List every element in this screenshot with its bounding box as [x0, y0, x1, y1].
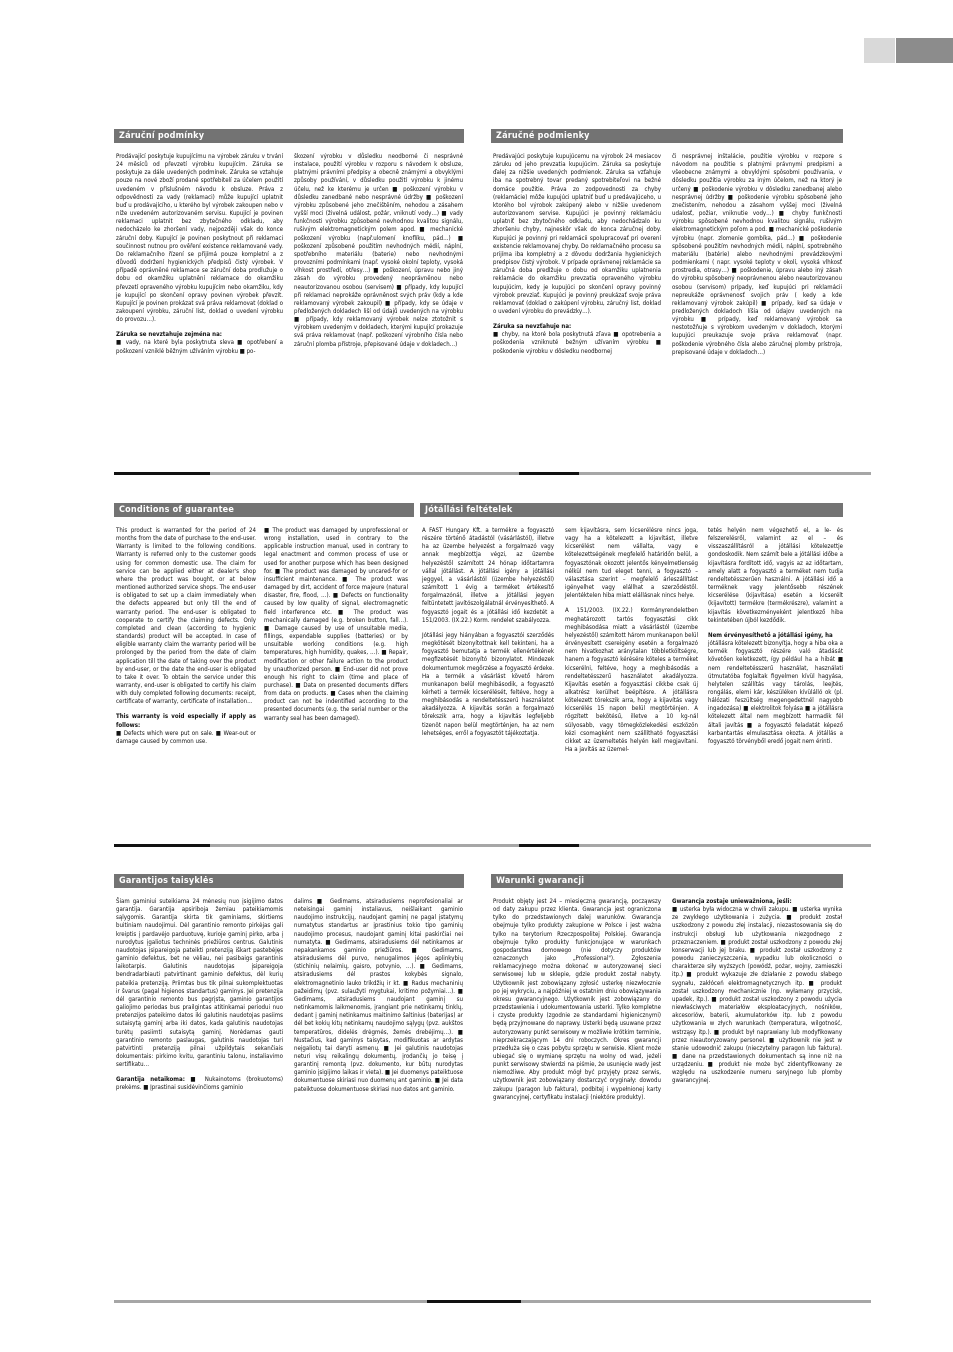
hu-column-3 [708, 527, 843, 753]
pl-col2-text: ■ usterka była widoczna w chwili zakupu. ■ usterka wynika ze zwykłego użytkowania i zużycia. ■ produkt został uszkodzony z powodu złej instalacji, niezastosowania się do instrukcji obsługi lub użytkowania niezgodnego z przeznaczeniem. ■ produkt został uszkodzony z powodu złej konserwacji lub jej braku. ■ produkt został uszkodzony z powodu zanieczyszczenia, wypadku lub okoliczności o charakterze siły wyższych (powódź, pożar, wojny, zamieszki itp.) ■ produkt wykazuje złe działanie z powodu słabego sygnału, zakłóceń elektromagnetycznych itp. ■ produkt został uszkodzony mechanicznie (np. wyłamany przycisk, upadek, itp.). ■ produkt został uszkodzony z powodu użycia niewłaściwych materiałów eksploatacyjnych, nośników, akcesoriów, baterii, akumulatorków itp. lub z powodu użytkowania w złych warunkach (temperatura, wilgotność, wstrząsy itp.). ■ produkt był naprawiany lub modyfikowany przez nieautoryzowany personel. ■ użytkownik nie jest w stanie udowodnić zakupu (nieczytelny paragon lub faktura). ■ dane na przedstawionych dokumentach są inne niż na urządzeniu. ■ produkt nie może być zidentyfikowany ze względu na uszkodzenie numeru seryjnego lub plomby gwarancyjnej. [672, 906, 842, 1085]
pl-column-1 [493, 898, 661, 1109]
sk-col2-text: či nesprávnej inštalácie, použitie výrobku v rozpore s návodom na použitie s platnými právnymi predpismi a všeobecne známymi a obvyklými spôsobmi používania, v dôsledku použitia výrobku za iným účelom, než na ktorý je určený ■ poškodenie výrobku v dôsledku zanedbanej alebo nesprávnej údržby ■ poškodenie výrobku spôsobené jeho znečistením, nehodou a zásahom vyššej moci (živelná udalosť, požiar, vniknutie vody…) ■ chyby funkčnosti výrobku spôsobené nevhodnou kvalitou signálu, rušivým elektromagnetickým poľom a pod. ■ mechanické poškodenie výrobku (napr. zlomenie gombíka, pád…) ■ poškodenie spôsobené použitím nevhodných médií, náplní, spotrebného materiálu (batérie) alebo nevhodnými prevádzkovými podmienkami ( napr. vysoké teploty v okolí, vysoká vlhkosť prostredia, otrasy…) ■ poškodenie, úpravu alebo iný zásah do výrobku spôsobený neoprávnenou alebo neautorizovanou osobou (servisom) prípady, keď kupujúci pri reklamácii nepreukáže oprávnenosť svojich práv ( kedy a kde reklamovaný výrobok zakúpil) ■ prípady, keď sa údaje v predložených dokladoch líšia od údajov uvedených na výrobku ■ prípady, keď reklamovaný výrobok sa nestotožňuje s výrobkom uvedeným v dokladoch, ktorými kupujúci preukazuje svoje práva reklamovať (napr. poškodenie výrobného čísla alebo záručnej plomby prístroja, prepisované údaje v dokladoch…) [672, 153, 842, 356]
page-tab-light [864, 38, 895, 63]
lt-col2-text: dalims ■ Gedimams, atsiradusiems neprofesionaliai ar neteisingai gaminį instaliavus, neišlaikant gaminio naudojimo instrukcijų, naudojant gaminį ne pagal įstatymų numatytus standartus ar įprastinius tokio tipo gaminių naudojimo procesus, naudojant gaminį kitai paskirčiai nei numatyta. ■ Gedimams, atsiradusiems dėl netinkamos ar nepakankamos gaminio priežiūros. ■ Gedimams, atsiradusiems dėl purvo, nenugalimos jėgos aplinkybių (stichinių nelaimių, gaisro, potvynio, …). ■ Gedimams, atsiradusiems dėl prastos kokybės signalo, elektromagnetinio lauko trikdžių ir kt. ■ Radus mechaninių pažeidimų (pvz. sulaužyti mygtukai, kritimo požymiai…). ■ Gedimams, atsiradusiems naudojant gaminį su netinkamomis laikmenomis, įrangiant prie netinkamų tinklų, dedant į gaminį netinkamus maitinimo šaltinius (baterijas) ar dėl bet kokių kitų netinkamų naudojimo sąlygų (pvz. aukštos temperatūros, didelės drėgmės, žemės drebėjimų…). ■ Nustačius, kad gaminys taisytas, modifikuotas ar ardytas neįgaliotų tai daryti asmenų. ■ Jei galutinis naudotojas neturi visų reikalingų dokumentų, įrodančių jo teisę į garantinį remontą (pvz. dokumento, kur būtų nurodytas gaminio įsigijimo laikas ir vieta). ■ Jei duomenys pateiktuose dokumentuose skiriasi nuo duomenų ant gaminio. ■ Jei data pateiktuose dokumentuose skiriasi nuo datos ant gaminio. [294, 898, 463, 1093]
section-header-cz: Záruční podmínky [114, 129, 464, 143]
lt-exclusions-heading: Garantija netaikoma: [116, 1076, 185, 1084]
hu-column-1 [422, 527, 554, 745]
en-column-1 [116, 527, 256, 753]
hu-col1-text: A FAST Hungary Kft. a termékre a fogyasztó részére történő átadástól (vásárlástól), illetve ha az üzembe helyezést a forgalmazó vagy annak megbízottja végzi, az üzembe helyezéstől számított 24 hónap időtartamra vállal jótállást. A jótállási igény a jótállási jeggyel, a vásárlástól (üzembe helyezéstől) számított 1 évig a terméket értékesítő forgalmazónál, illetve a jótállási jegyen feltüntetett javítószolgálatnál érvényesíthető. A fogyasztó jogait és a jótállási idő kezdetét a 151/2003. (IX.22.) Korm. rendelet szabályozza. [422, 527, 554, 624]
pl-column-2 [672, 898, 842, 1093]
hu-col3-text-2: jótállásra kötelezett bizonyítja, hogy a hiba oka a termék fogyasztó részére való átadását követően keletkezett, így például ha a hibát ■ nem rendeltetésszerű használat, használati útmutatóba foglaltak figyelmen kívül hagyása, helytelen szállítás vagy tárolás, leejtés, rongálás, elemi kár, készüléken kívülálló ok (pl. hálózati feszültség megengedettnél nagyobb ingadozása) ■ elektrolitok folyása ■ a jótállásra kötelezett által nem megbízott harmadik fél általi javítás ■ a fogyasztó feladatát képező karbantartás elmulasztása okozta. A jótállás a fogyasztó törvényből eredő jogait nem érinti. [708, 640, 843, 745]
section-header-hu: Jótállási feltételek [420, 503, 843, 517]
section-divider-3 [114, 1300, 871, 1303]
section-divider-1 [114, 472, 871, 475]
lt-col1-text: Šiam gaminiui suteikiama 24 mėnesių nuo įsigijimo datos garantija. Garantija apsiriboja žemiau pateikiamomis sąlygomis. Garantija skirta tik gaminiams, skirtiems buitiniam naudojimui. Dėl garantinio remonto pirkėjas gali kreiptis į pardavėjo parduotuvę, kurioje gaminį pirko, arba į nurodytus įgaliotus techninės priežiūros centrus. Galutinis naudotojas įsipareigoja pateikti pretenziją iškart pastebėjęs gaminio defektus, bet ne vėliau, nei pasibaigs garantinis laikotarpis. Galutinis naudotojas įsipareigoja bendradarbiauti patvirtinant gaminio defektus, dėl kurių pateikia pretenziją. Priimtas bus tik pilnai sukomplektuotas ir švarus (pagal higienos standartus) gaminys. Jei pretenzija dėl garantinio remonto bus pagrįsta, gaminio garantijos galiojimo periodas bus prailgintas atitinkamai periodui nuo pretenzijos pateikimo datos iki galutinis naudotojas pasiims sutaisytą gaminį arba iki datos, kada galutinis naudotojas turėtų pasiimti sutaisytą gaminį. Norėdamas gauti garantinio remonto paslaugas, galutinis naudotojas turi patvirtinti pretenziją pilnai užpildytais sekančiais dokumentais: pirkimo kvitu, garantiniu talonu, instaliavimo sertifikatu… [116, 898, 283, 1069]
cz-col2-text: škození výrobku v důsledku neodborné či nesprávné instalace, použití výrobku v rozporu s návodem k obsluze, platnými právními předpisy a obecně známými a obvyklými způsoby používání, v důsledku použití výrobku k jinému účelu, než ke kterému je určen ■ poškození výrobku v důsledku zanedbané nebo nesprávné údržby ■ poškození výrobku způsobené jeho znečištěním, nehodou a zásahem vyšší moci (živelná událost, požár, vniknutí vody…) ■ vady funkčnosti výrobku způsobené nevhodnou kvalitou signálu, rušivým elektromagnetickým polem apod. ■ mechanické poškození výrobku (např.ulomení knoflíku, pád…) ■ poškození způsobené použitím nevhodných médií, náplní, spotřebního materiálu (baterie) nebo nevhodnými provozními podmínkami (např. vysoké okolní teploty, vysoká vlhkost prostředí, otřesy…) ■ poškození, úpravu nebo jiný zásah do výrobku provedený neoprávněnou nebo neautorizovanou osobou (servisem) ■ případy, kdy kupující při reklamaci neprokáže oprávněnost svých práv (kdy a kde reklamovaný výrobek zakoupil) ■ případy, kdy se údaje v předložených dokladech liší od údajů uvedených na výrobku ■ případy, kdy reklamovaný výrobek nelze ztotožnit s výrobkem uvedeným v dokladech, kterými kupující prokazuje svá práva reklamovat (např. poškození výrobního čísla nebo záruční plomba přístroje, přepisované údaje v dokladech…) [294, 153, 463, 348]
pl-col1-text: Produkt objęty jest 24 – miesięczną gwarancją, począwszy od daty zakupu przez klienta. Gwarancja jest ograniczona tylko do przedstawionych dalej warunków. Gwarancja obejmuje tylko produkty zakupione w Polsce i jest ważna tylko na terytorium Rzeczpospolitej Polskiej. Gwarancja obejmuje tylko produkty funkcjonujące w warunkach gospodarstwa domowego (nie dotyczy produktów oznaczonych jako „Professional"). Zgłoszenia reklamacyjnego można dokonać w autoryzowanej sieci serwisowej lub w sklepie, gdzie produkt został nabyty. Użytkownik jest zobowiązany zgłosić usterkę niezwłocznie po jej wykryciu, a najpóźniej w ostatnim dniu obowiązywania okresu gwarancyjnego. Użytkownik jest zobowiązany do przedstawienia i udokumentowania usterki. Tylko kompletne i czyste produkty (zgodnie ze standardami higienicznymi) będą przyjmowane do naprawy. Usterki będą usuwane przez autoryzowany punkt serwisowy w możliwie krótkim terminie, nieprzekraczającym 14 dni roboczych. Okres gwarancji przedłuża się o czas pobytu sprzętu w serwisie. Klient może ubiegać się o wymianę sprzętu na wolny od wad, jeżeli punkt serwisowy stwierdzi na piśmie, że usunięcie wady jest niemożliwe. Aby produkt mógł być przyjęty przez serwis, użytkownik jest zobowiązany dostarczyć oryginały: dowodu zakupu (paragon lub faktura), podbitej i wypełnionej karty gwarancyjnej, certyfikatu instalacji (niektóre produkty). [493, 898, 661, 1101]
pl-exclusions-heading: Gwarancja zostaje unieważniona, jeśli: [672, 898, 792, 905]
section-header-lt: Garantijos taisyklės [114, 874, 464, 888]
sk-exclusions-heading: Záruka sa nevzťahuje na: [493, 323, 572, 331]
hu-col2-text-2: A 151/2003. (IX.22.) Kormányrendeletben meghatározott tartós fogyasztási cikk meghibásodása miatt a vásárlástól (üzembe helyezéstől) számított három munkanapon belül érvényesített csereigény esetén a forgalmazó nem hivatkozhat aránytalan többletköltségre, hanem a fogyasztó kérésére köteles a terméket kicserélni, feltéve, hogy a meghibásodás a rendeltetésszerű használatot akadályozza. Kijavítás esetén a fogyasztási cikkbe csak új alkatrész kerülhet beépítésre. A jótállásra kötelezett törekszik arra, hogy a kijavítás vagy kicserélés 15 napon belül megtörténjen. A rögzített bekötésű, illetve a 10 kg-nál súlyosabb, vagy tömegközlekedési eszközön kézi csomagként nem szállítható fogyasztási cikket az üzemeltetés helyén kell megjavítani. Ha a javítás az üzemel- [565, 607, 698, 754]
page-tab-dark [896, 38, 953, 63]
cz-col1-text-2: ■ vady, na které byla poskytnuta sleva ■ opotřebení a poškození vzniklé běžným užíváním výrobku ■ po- [116, 339, 283, 355]
en-column-2 [264, 527, 408, 730]
sk-column-1 [493, 153, 661, 363]
en-col1-text: This product is warranted for the period of 24 months from the date of purchase to the end-user. Warranty is limited to the following conditions. Warranty is referred only to the customer goods using for common domestic use. The claim for service can be applied either at dealer's shop where the product was bought, or at below mentioned authorized service shops. The end-user is obligated to set up a claim immediately when the defects appeared but only till the end of warranty period. The end-user is obligated to cooperate to certify the claiming defects. Only completed and clean (according to hygienic standards) product will be accepted. In case of eligible warranty claim the warranty period will be prolonged by the period from the date of claim application till the date of taking over the product by end-user, or the date the end-user is obligated to take it over. To obtain the service under this warranty, end-user is obligated to certify his claim with duly completed following documents: receipt, certificate of warranty, certificate of installation… [116, 527, 256, 706]
en-col2-text: ■ The product was damaged by unprofessional or wrong installation, used in contrary to the applicable instruction manual, used in contrary to legal enactment and common process of use or used for another purpose which has been designed for. ■ The product was damaged by uncared-for or insufficient maintenance. ■ The product was damaged by dirt, accident of force majeure (natural disaster, fire, flood, …). ■ Defects on functionality caused by low quality of signal, electromagnetic field interference etc. ■ The product was mechanically damaged (e.g. broken button, fall…). ■ Damage caused by use of unsuitable media, fillings, expendable supplies (batteries) or by unsuitable working conditions (e.g. high temperatures, high humidity, quakes, …). ■ Repair, modification or other failure action to the product by unauthorized person. ■ End-user did not prove enough his right to claim (time and place of purchase). ■ Data on presented documents differs from data on products. ■ Cases when the claiming product can not be indentified according to the presented documents (e.g. the serial number or the warranty seal has been damaged). [264, 527, 408, 722]
en-col1-text-2: ■ Defects which were put on sale. ■ Wear-out or damage caused by common use. [116, 729, 256, 745]
hu-col1-text-2: Jótállási jegy hiányában a fogyasztói szerződés megkötését bizonyítottnak kell tekinteni, ha a fogyasztó bemutatja a termék ellenértékének megfizetését bizonyító bizonylatot. Mindezek dokumentumok megőrzése a fogyasztó érdeke. Ha a termék a vásárlást követő három munkanapon belül meghibásodik, a fogyasztó kérheti a termék kicserélését, feltéve, hogy a meghibásodás a rendeltetésszerű használatot akadályozza. A kijavítás során a forgalmazó törekszik arra, hogy a kijavítás legfeljebb tizenöt napon belül megtörténjen, ha az nem lehetséges, erről a fogyasztót tájékoztatja. [422, 631, 554, 737]
hu-col2-text: sem kijavításra, sem kicserélésre nincs joga, vagy ha a kötelezett a kijavítást, illetve kicserélést nem vállalta, vagy e kötelezettségének megfelelő határidőn belül, a fogyasztónak okozott jelentős kényelmetlenség nélkül nem tud eleget tenni, a fogyasztó – választása szerint – megfelelő árleszállítást igényelhet vagy elállhat a szerződéstől. Jelentéktelen hiba miatt elállásnak nincs helye. [565, 527, 698, 600]
hu-col3-text: tetés helyén nem végezhető el, a le- és felszerelésről, valamint az el – és visszaszállításról a jótállási kötelezettje gondoskodik. Nem számít bele a jótállási időbe a kijavításra fordított idő, vagyis az az időtartam, amely alatt a fogyasztó a terméket nem tudja rendeltetésszerűen használni. A jótállási idő a terméknek vagy jelentősebb részének kicserélése (kijavítása) esetén a kicserélt (kijavított) termékre (termékrészre), valamint a kijavítás következményeként jelentkező hiba tekintetében újból kezdődik. [708, 527, 843, 624]
sk-col1-text: Predávajúci poskytuje kupujúcemu na výrobok 24 mesiacov záruku od jeho prevzatia kupujúcim. Záruka sa poskytuje ďalej za nižšie uvedených podmienok. Záruka sa vzťahuje iba na spotrebný tovar predaný spotrebiteľovi na bežné domáce použitie. Práva zo zodpovednosti za chyby (reklamácie) môže kupujúci uplatniť buď u predávajúceho, u ktorého bol výrobok zakúpený alebo v nižšie uvedenom autorizovanom servise. Kupujúci je povinný reklamáciu uplatniť bez zbytočného odkladu, aby nedochádzalo ku zhoršeniu chyby, najneskôr však do konca záručnej doby. Kupujúci je povinný pri reklamácii spolupracovať pri overení existencie reklamovanej chyby. Do reklamačného procesu sa prijíma iba kompletný a z dôvodu dodržania hygienických predpisov čistý výrobok. V prípade oprávnenej reklamácie sa záručná doba predlžuje o dobu od okamžiku uplatnenia reklamácie do okamžiku prevzatia opraveného výrobku kupujúcim, kedy je kupujúci po skončení opravy povinný výrobok prevziať. Kupujúci je povinný preukázať svoje práva reklamovať (doklad o zakúpení výrobku, záručný list, doklad o uvedení výrobku do prevádzky…). [493, 153, 661, 315]
cz-column-2 [294, 153, 463, 356]
lt-column-1 [116, 898, 283, 1093]
section-header-en: Conditions of guarantee [114, 503, 414, 517]
hu-column-2 [565, 527, 698, 761]
section-header-sk: Záručné podmienky [491, 129, 843, 143]
hu-exclusions-heading: Nem érvényesíthető a jótállási igény, ha [708, 631, 833, 639]
en-exclusions-heading: This warranty is void especially if apply as follows: [116, 713, 256, 729]
cz-exclusions-heading: Záruka se nevztahuje zejména na: [116, 331, 222, 339]
cz-column-1 [116, 153, 283, 363]
lt-col1-text-2: ■ Nukainotoms (brokuotoms) prekėms. ■ Įprastinai susidėvinčioms gaminio [116, 1076, 283, 1092]
lt-column-2 [294, 898, 463, 1101]
sk-col1-text-2: ■ chyby, na ktoré bola poskytnutá zľava ■ opotrebenia a poškodenia vzniknuté bežným užívaním výrobku ■ poškodenie výrobku v dôsledku neodbornej [493, 331, 661, 355]
section-header-pl: Warunki gwarancji [491, 874, 843, 888]
cz-col1-text: Prodávající poskytuje kupujícímu na výrobek záruku v trvání 24 měsíců od převzetí výrobku kupujícím. Záruka se poskytuje za dále uvedených podmínek. Záruka se vztahuje pouze na nové zboží prodané spotřebitelí za účelem použití uvedeném v příslušném návodu k obsluze. Práva z odpovědnosti za vady (reklamaci) může kupující uplatnit buď u prodávajícího, u kterého byl výrobek zakoupen nebo v níže uvedeném autorizovaném servisu. Kupující je povinen reklamaci uplatnit bez zbytečného odkladu, aby nedocházelo ke zhoršení vady, nejpozději však do konce záruční doby. Kupující je povinen poskytnout při reklamaci součinnost nutnou pro ověření existence reklamované vady. Do reklamačního řízení se přijímá pouze kompletní a z důvodů dodržení hygienických předpisů čistý výrobek. V případě oprávněné reklamace se záruční doba prodlužuje o dobu od okamžiku uplatnění reklamace do okamžiku převzetí opraveného výrobku kupujícím nebo okamžiku, kdy je kupující po skončení opravy povinen výrobek převzít. Kupující je povinen prokázat svá práva reklamovat (doklad o zakoupení výrobku, záruční list, doklad o uvedení výrobku do provozu…). [116, 153, 283, 324]
section-divider-2 [114, 844, 871, 847]
sk-column-2 [672, 153, 842, 364]
